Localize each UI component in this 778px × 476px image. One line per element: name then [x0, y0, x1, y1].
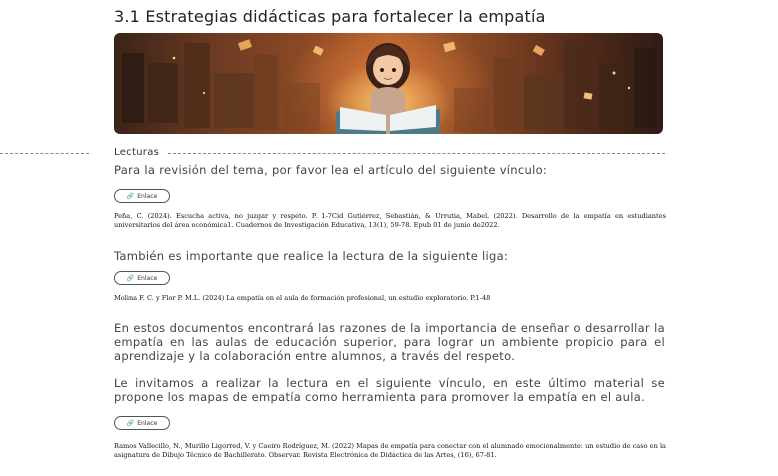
link-icon: 🔗 [126, 419, 135, 427]
link-icon: 🔗 [126, 274, 135, 282]
body-paragraph: En estos documentos encontrará las razones de la importancia de enseñar o desarrollar la empatía en las aulas de educación superior, para lograr un ambiente propicio para el aprendizaje y la colaboración entre alumnos, a través del respeto. [114, 321, 665, 363]
invite-paragraph: Le invitamos a realizar la lectura en el siguiente vínculo, en este último material se propone los mapas de empatía como herramienta para promover la empatía en el aula. [114, 376, 665, 404]
section-divider-left [0, 153, 89, 154]
reference-3: Ramos Vallecillo, N., Murillo Ligorred, V. y Caeiro Rodríguez, M. (2022) Mapas de empatía para conectar con el alumnado emocionalmente: un estudio de caso en la asignatura de Dibujo Técnico de Bachillerato. Observar. Revista Electrónica de Didáctica de las Artes, (16), 67-81. [114, 442, 666, 459]
link-button-label: Enlace [137, 419, 158, 427]
section-label: Lecturas [114, 147, 160, 158]
reading-girl-illustration [114, 33, 663, 134]
link-button-2[interactable] [114, 271, 170, 285]
reference-2: Molina F. C. y Flor P. M.L. (2024) La empatía en el aula de formación profesional, un estudio exploratorio. P.1-48 [114, 294, 491, 302]
page-title: 3.1 Estrategias didácticas para fortalecer la empatía [114, 7, 546, 26]
intro-text: Para la revisión del tema, por favor lea el artículo del siguiente vínculo: [114, 163, 548, 177]
header-illustration [114, 33, 663, 134]
link-button-label: Enlace [137, 192, 158, 200]
second-intro-text: También es importante que realice la lectura de la siguiente liga: [114, 249, 509, 263]
link-button-3[interactable] [114, 416, 170, 430]
link-button-1[interactable] [114, 189, 170, 203]
link-icon: 🔗 [126, 192, 135, 200]
section-divider-right [168, 153, 665, 154]
reference-1: Peña, C. (2024). Escucha activa, no juzgar y respeto. P. 1-7Cid Gutiérrez, Sebastián, & Urrutia, Mabel. (2022). Desarrollo de la empatía en estudiantes universitarios del área económica1. Cuadernos de Investigación Educativa, 13(1), 59-78. Epub 01 de junio de2022. [114, 212, 666, 229]
link-button-label: Enlace [137, 274, 158, 282]
